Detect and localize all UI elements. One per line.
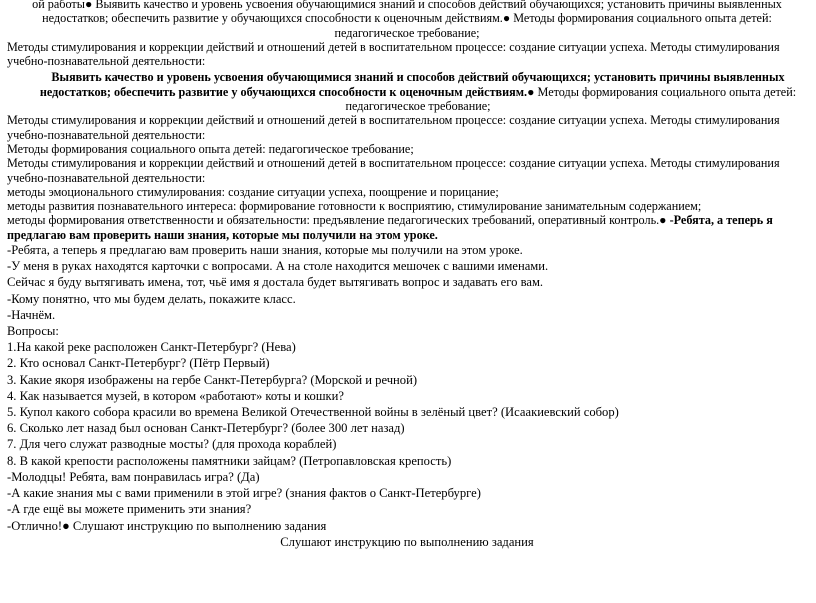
questions-section — [7, 242, 807, 550]
question-item: 2. Кто основал Санкт-Петербург? (Пётр Первый) — [7, 356, 270, 371]
bullet-icon: ● — [502, 11, 511, 26]
bullet-icon: ● — [527, 84, 535, 99]
text-fragment: -Ребята, а теперь я предлагаю вам проверить наши знания, которые мы получили на этом уроке. — [7, 213, 773, 242]
text-fragment: ой работы — [32, 0, 85, 11]
dialogue-line: -Ребята, а теперь я предлагаю вам проверить наши знания, которые мы получили на этом уроке. — [7, 243, 523, 258]
question-item: 5. Купол какого собора красили во времена Великой Отечественной войны в зелёный цвет? (Исаакиевский собор) — [7, 405, 619, 420]
text-fragment: Методы формирования социального опыта детей: педагогическое требование; — [345, 84, 797, 114]
text-fragment: методы формирования ответственности и обязательности: предъявление педагогических требований, оперативный контроль. — [7, 213, 660, 228]
bullet-icon: ● — [62, 518, 70, 533]
dialogue-line: Сейчас я буду вытягивать имена, тот, чьё имя я достала будет вытягивать вопрос и задавать его вам. — [7, 275, 544, 290]
closing-line: -А какие знания мы с вами применили в этой игре? (знания фактов о Санкт-Петербурге) — [7, 486, 481, 501]
text-fragment: Выявить качество и уровень усвоения обучающимися знаний и способов действий обучающихся; установить причины выявленных недостатков; обеспечить развитие у обучающихся способности к оценочным действиям. — [39, 70, 785, 99]
text-fragment: -Отлично! — [7, 518, 63, 533]
paragraph-social-methods: Методы формирования социального опыта детей: педагогическое требование; — [7, 141, 414, 156]
question-item: 7. Для чего служат разводные мосты? (для прохода кораблей) — [7, 437, 337, 452]
final-centered-line: Слушают инструкцию по выполнению задания — [280, 534, 534, 549]
paragraph-interest-methods: методы развития познавательного интереса: формирование готовности к восприятию, стимулирование занимательным содержанием; — [7, 199, 702, 214]
closing-line: -Молодцы! Ребята, вам понравилась игра? (Да) — [7, 469, 260, 484]
dialogue-line: -Начнём. — [7, 307, 56, 322]
paragraph-objectives-1 — [7, 0, 807, 40]
question-item: 1.На какой реке расположен Санкт-Петербург? (Нева) — [7, 340, 296, 355]
dialogue-line: -У меня в руках находятся карточки с вопросами. А на столе находится мешочек с вашими именами. — [7, 259, 549, 274]
paragraph-responsibility-methods — [7, 213, 807, 242]
paragraph-emotional-methods: методы эмоционального стимулирования: создание ситуации успеха, поощрение и порицание; — [7, 184, 499, 199]
bullet-icon: ● — [84, 0, 93, 11]
dialogue-line: -Кому понятно, что мы будем делать, покажите класс. — [7, 291, 296, 306]
paragraph-methods-1: Методы стимулирования и коррекции действий и отношений детей в воспитательном процессе: создание ситуации успеха. Методы стимулирования учебно-познавательной деятельности: — [7, 39, 780, 69]
text-fragment: Слушают инструкцию по выполнению задания — [69, 518, 327, 533]
question-item: 4. Как называется музей, в котором «работают» коты и кошки? — [7, 388, 344, 403]
question-item: 8. В какой крепости расположены памятники зайцам? (Петропавловская крепость) — [7, 453, 452, 468]
paragraph-methods-2: Методы стимулирования и коррекции действий и отношений детей в воспитательном процессе: создание ситуации успеха. Методы стимулирования учебно-познавательной деятельности: — [7, 113, 780, 142]
closing-line: -А где ещё вы можете применить эти знания? — [7, 502, 252, 517]
paragraph-methods-3: Методы стимулирования и коррекции действий и отношений детей в воспитательном процессе: создание ситуации успеха. Методы стимулирования учебно-познавательной деятельности: — [7, 156, 780, 185]
question-item: 3. Какие якоря изображены на гербе Санкт-Петербурга? (Морской и речной) — [7, 372, 418, 387]
questions-heading: Вопросы: — [7, 324, 59, 339]
question-item: 6. Сколько лет назад был основан Санкт-Петербург? (более 300 лет назад) — [7, 421, 405, 436]
document-body — [7, 0, 807, 550]
text-fragment: Выявить качество и уровень усвоения обучающимися знаний и способов действий обучающихся; установить причины выявленных недостатков; обеспечить развитие у обучающихся способности к оценочным действиям. — [42, 0, 782, 26]
text-fragment: Методы формирования социального опыта детей: педагогическое требование; — [334, 11, 772, 40]
bullet-icon: ● — [659, 213, 667, 228]
paragraph-objectives-2 — [7, 70, 807, 113]
final-line — [7, 518, 807, 534]
